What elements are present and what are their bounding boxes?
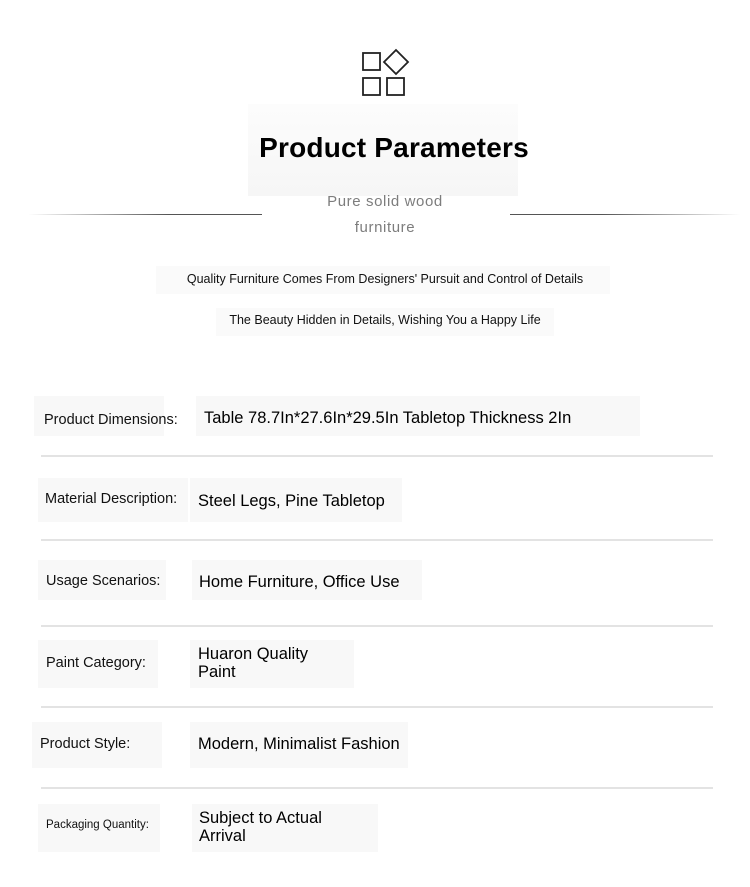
tagline-2: The Beauty Hidden in Details, Wishing You a Happy Life <box>229 313 541 327</box>
row-divider <box>41 539 713 541</box>
parameter-value: Arrival <box>199 827 246 845</box>
page-title: Product Parameters <box>259 132 529 163</box>
subtitle-line-2: furniture <box>354 219 416 236</box>
parameter-label: Usage Scenarios: <box>46 573 161 589</box>
grid-diamond-icon <box>361 48 411 98</box>
parameter-label: Packaging Quantity: <box>46 819 149 831</box>
parameter-label: Product Style: <box>40 736 131 752</box>
header-rule-right <box>510 214 740 215</box>
parameter-value: Huaron Quality <box>198 645 309 663</box>
parameter-value: Subject to Actual <box>199 809 322 827</box>
header-rule-left <box>28 214 262 215</box>
parameter-label: Paint Category: <box>46 655 146 671</box>
row-divider <box>41 455 713 457</box>
parameter-label: Product Dimensions: <box>44 412 178 428</box>
parameter-label: Material Description: <box>45 491 178 507</box>
parameter-value: Paint <box>198 663 236 681</box>
row-divider <box>41 787 713 789</box>
parameter-value: Home Furniture, Office Use <box>199 573 400 591</box>
subtitle-line-1: Pure solid wood <box>327 193 443 210</box>
tagline-1: Quality Furniture Comes From Designers' Pursuit and Control of Details <box>186 272 584 286</box>
parameter-value: Steel Legs, Pine Tabletop <box>198 492 385 510</box>
row-divider <box>41 706 713 708</box>
parameter-value: Table 78.7In*27.6In*29.5In Tabletop Thickness 2In <box>204 409 572 427</box>
parameter-value: Modern, Minimalist Fashion <box>198 735 400 753</box>
row-divider <box>41 625 713 627</box>
